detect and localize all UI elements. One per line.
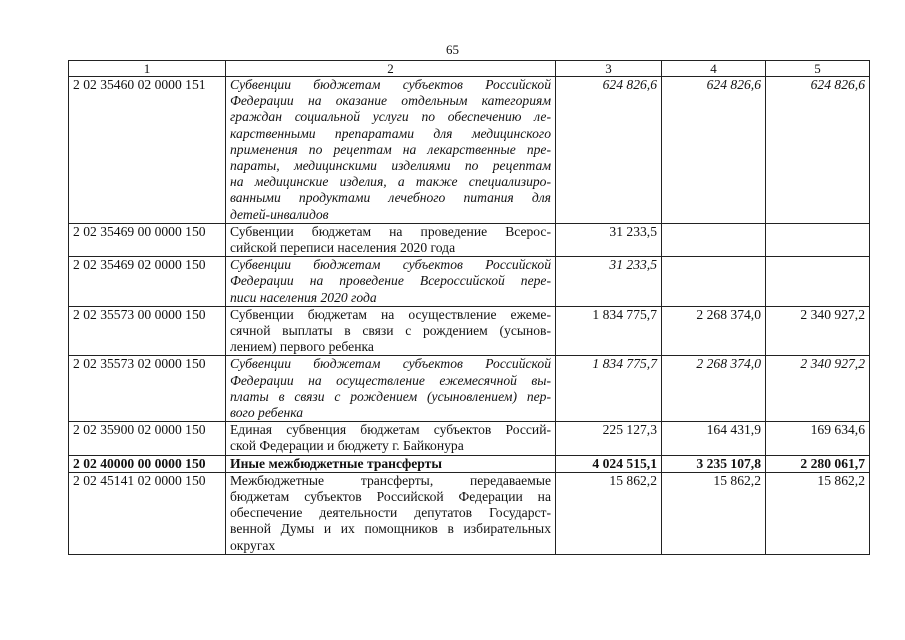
income-description [226,422,556,455]
amount-column-4: 3 235 107,8 [662,455,766,472]
table-row [69,356,870,422]
page-number: 65 [446,42,459,57]
description-line: бюджетам субъектов Российской Федерации на [230,489,551,505]
amount-column-4: 15 862,2 [662,472,766,554]
amount-column-5 [766,223,870,256]
description-line: граждан социальной услуги по обеспечению ле- [230,109,551,125]
income-description [226,455,556,472]
amount-column-3: 1 834 775,7 [556,306,662,356]
description-line: Субвенции бюджетам субъектов Российской [230,257,551,273]
amount-column-3: 225 127,3 [556,422,662,455]
budget-code: 2 02 40000 00 0000 150 [69,455,226,472]
description-line: параты, медицинскими изделиями по рецептам [230,158,551,174]
amount-column-5: 2 280 061,7 [766,455,870,472]
budget-code: 2 02 45141 02 0000 150 [69,472,226,554]
description-line: лением) первого ребенка [230,339,374,355]
description-line: ванными продуктами лечебного питания для [230,190,551,206]
income-description [226,472,556,554]
amount-column-5 [766,257,870,307]
budget-code: 2 02 35469 02 0000 150 [69,257,226,307]
description-line: ской Федерации и бюджету г. Байконура [230,438,464,454]
description-line: Федерации на осуществление ежемесячной вы- [230,372,551,388]
amount-column-3: 31 233,5 [556,223,662,256]
amount-column-5: 2 340 927,2 [766,356,870,422]
amount-column-3: 624 826,6 [556,77,662,224]
amount-column-4: 2 268 374,0 [662,356,766,422]
amount-column-5: 15 862,2 [766,472,870,554]
description-line: Субвенции бюджетам субъектов Российской [230,356,551,372]
column-number-row [69,61,870,77]
table-row [69,223,870,256]
amount-column-5: 2 340 927,2 [766,306,870,356]
description-line: платы в связи с рождением (усыновлением) пер- [230,388,551,404]
amount-column-3: 1 834 775,7 [556,356,662,422]
column-header-5: 5 [766,61,870,77]
amount-column-4: 2 268 374,0 [662,306,766,356]
budget-code: 2 02 35900 02 0000 150 [69,422,226,455]
budget-code: 2 02 35469 00 0000 150 [69,223,226,256]
description-line: сячной выплаты в связи с рождением (усынов- [230,323,551,339]
amount-column-3: 31 233,5 [556,257,662,307]
amount-column-4 [662,223,766,256]
column-header-3: 3 [556,61,662,77]
description-line: на медицинские изделия, а также специализиро- [230,174,551,190]
amount-column-5: 624 826,6 [766,77,870,224]
description-line: Субвенции бюджетам на проведение Всерос- [230,223,551,239]
table-row [69,306,870,356]
table-row [69,455,870,472]
amount-column-3: 4 024 515,1 [556,455,662,472]
description-line: обеспечение деятельности депутатов Государст- [230,505,551,521]
description-line: детей-инвалидов [230,206,329,222]
budget-code: 2 02 35573 00 0000 150 [69,306,226,356]
description-line: Федерации на оказание отдельным категориям [230,93,551,109]
description-line: Иные межбюджетные трансферты [230,455,442,471]
description-line: писи населения 2020 года [230,289,377,305]
amount-column-3: 15 862,2 [556,472,662,554]
description-line: венной Думы и их помощников в избирательных [230,521,551,537]
budget-code: 2 02 35573 02 0000 150 [69,356,226,422]
budget-table [68,60,870,555]
income-description [226,356,556,422]
budget-code: 2 02 35460 02 0000 151 [69,77,226,224]
description-line: карственными препаратами для медицинского [230,125,551,141]
description-line: Федерации на проведение Всероссийской пере- [230,273,551,289]
description-line: вого ребенка [230,405,304,421]
budget-table-body [69,61,870,555]
table-row [69,472,870,554]
income-description [226,257,556,307]
income-description [226,306,556,356]
column-header-2: 2 [226,61,556,77]
description-line: округах [230,537,276,553]
description-line: применения по рецептам на лекарственные пре- [230,141,551,157]
description-line: Межбюджетные трансферты, передаваемые [230,472,551,488]
table-row [69,257,870,307]
description-line: сийской переписи населения 2020 года [230,240,456,256]
income-description [226,223,556,256]
amount-column-4 [662,257,766,307]
column-header-4: 4 [662,61,766,77]
income-description [226,77,556,224]
table-row [69,77,870,224]
description-line: Субвенции бюджетам на осуществление ежеме- [230,306,551,322]
amount-column-5: 169 634,6 [766,422,870,455]
amount-column-4: 164 431,9 [662,422,766,455]
amount-column-4: 624 826,6 [662,77,766,224]
description-line: Субвенции бюджетам субъектов Российской [230,77,551,92]
column-header-1: 1 [69,61,226,77]
description-line: Единая субвенция бюджетам субъектов Россий- [230,422,551,438]
table-row [69,422,870,455]
